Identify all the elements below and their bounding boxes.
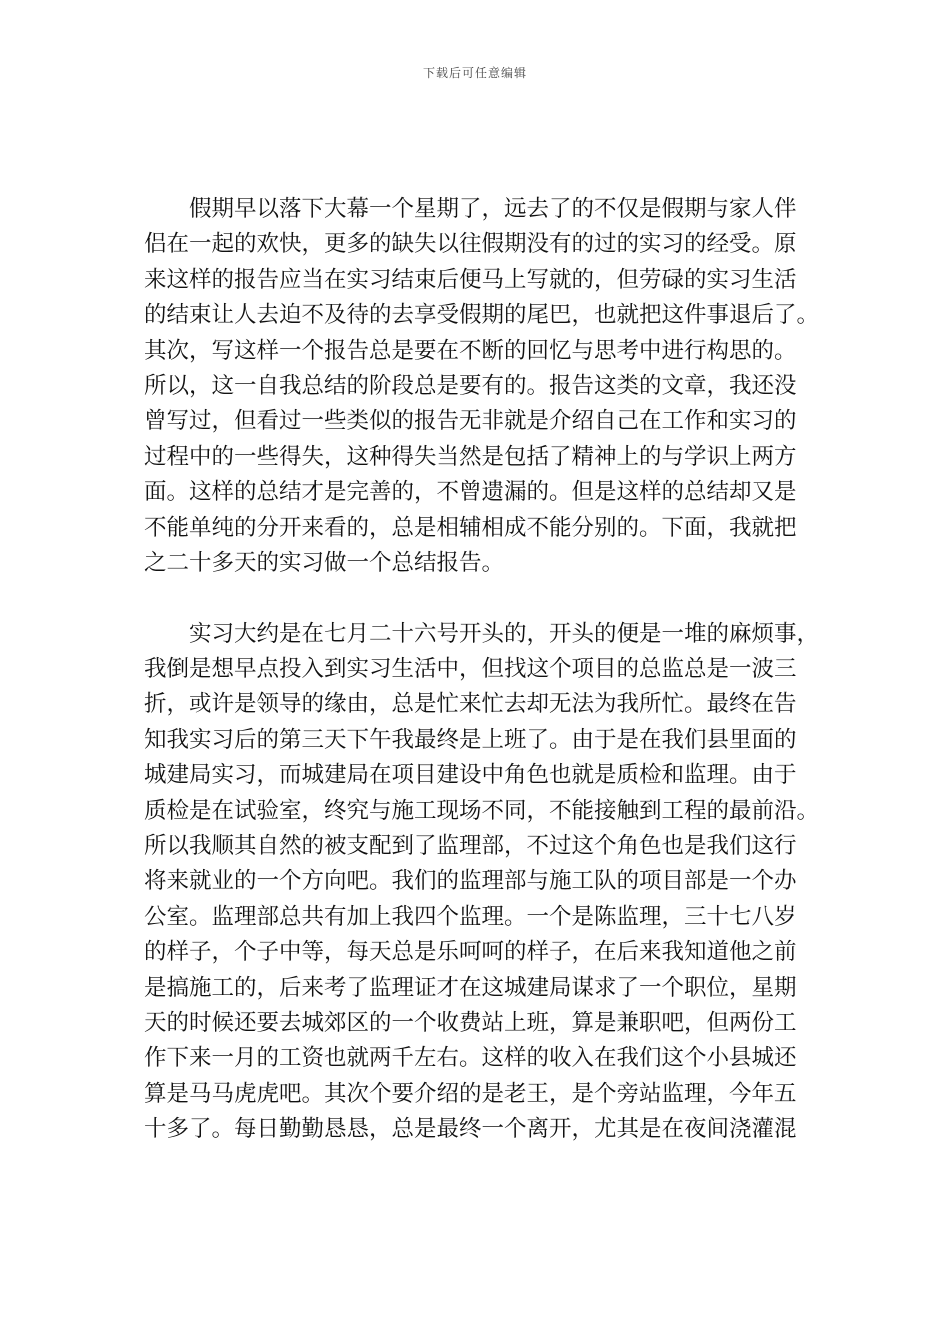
text-line: 面。这样的总结才是完善的，不曾遗漏的。但是这样的总结却又是 (144, 479, 797, 506)
paragraph-1 (144, 192, 820, 581)
paragraph-2 (144, 617, 820, 1148)
text-line: 质检是在试验室，终究与施工现场不同，不能接触到工程的最前沿。 (144, 797, 820, 824)
text-line: 十多了。每日勤勤恳恳，总是最终一个离开，尤其是在夜间浇灌混 (144, 1116, 797, 1143)
page-header: 下载后可任意编辑 (422, 66, 527, 80)
text-line: 假期早以落下大幕一个星期了，远去了的不仅是假期与家人伴 (144, 196, 797, 222)
text-line: 之二十多天的实习做一个总结报告。 (144, 549, 505, 576)
text-line: 算是马马虎虎吧。其次个要介绍的是老王，是个旁站监理，今年五 (144, 1080, 797, 1107)
text-line: 公室。监理部总共有加上我四个监理。一个是陈监理，三十七八岁 (144, 903, 797, 930)
text-line: 知我实习后的第三天下午我最终是上班了。由于是在我们县里面的 (144, 726, 797, 753)
text-line: 我倒是想早点投入到实习生活中，但找这个项目的总监总是一波三 (144, 656, 797, 683)
text-line: 折，或许是领导的缘由，总是忙来忙去却无法为我所忙。最终在告 (144, 691, 797, 718)
text-line: 是搞施工的，后来考了监理证才在这城建局谋求了一个职位，星期 (144, 974, 797, 1001)
text-line: 侣在一起的欢快，更多的缺失以往假期没有的过的实习的经受。原 (144, 231, 797, 258)
text-line: 不能单纯的分开来看的，总是相辅相成不能分别的。下面，我就把 (144, 514, 797, 541)
text-line: 曾写过，但看过一些类似的报告无非就是介绍自己在工作和实习的 (144, 408, 797, 435)
text-line: 其次，写这样一个报告总是要在不断的回忆与思考中进行构思的。 (144, 337, 797, 364)
text-line: 天的时候还要去城郊区的一个收费站上班，算是兼职吧，但两份工 (144, 1009, 797, 1036)
paragraph-spacer (144, 581, 808, 616)
text-line: 实习大约是在七月二十六号开头的，开头的便是一堆的麻烦事， (144, 620, 820, 647)
text-line: 所以我顺其自然的被支配到了监理部，不过这个角色也是我们这行 (144, 833, 797, 860)
text-line: 过程中的一些得失，这种得失当然是包括了精神上的与学识上两方 (144, 443, 797, 470)
text-line: 城建局实习，而城建局在项目建设中角色也就是质检和监理。由于 (144, 762, 797, 789)
text-line: 的结束让人去迫不及待的去享受假期的尾巴，也就把这件事退后了。 (144, 302, 820, 329)
text-line: 作下来一月的工资也就两千左右。这样的收入在我们这个小县城还 (144, 1045, 797, 1072)
text-line: 的样子，个子中等，每天总是乐呵呵的样子，在后来我知道他之前 (144, 939, 797, 966)
text-line: 来这样的报告应当在实习结束后便马上写就的，但劳碌的实习生活 (144, 266, 797, 293)
text-line: 将来就业的一个方向吧。我们的监理部与施工队的项目部是一个办 (144, 868, 797, 895)
document-body (144, 192, 820, 1148)
text-line: 所以，这一自我总结的阶段总是要有的。报告这类的文章，我还没 (144, 372, 797, 399)
